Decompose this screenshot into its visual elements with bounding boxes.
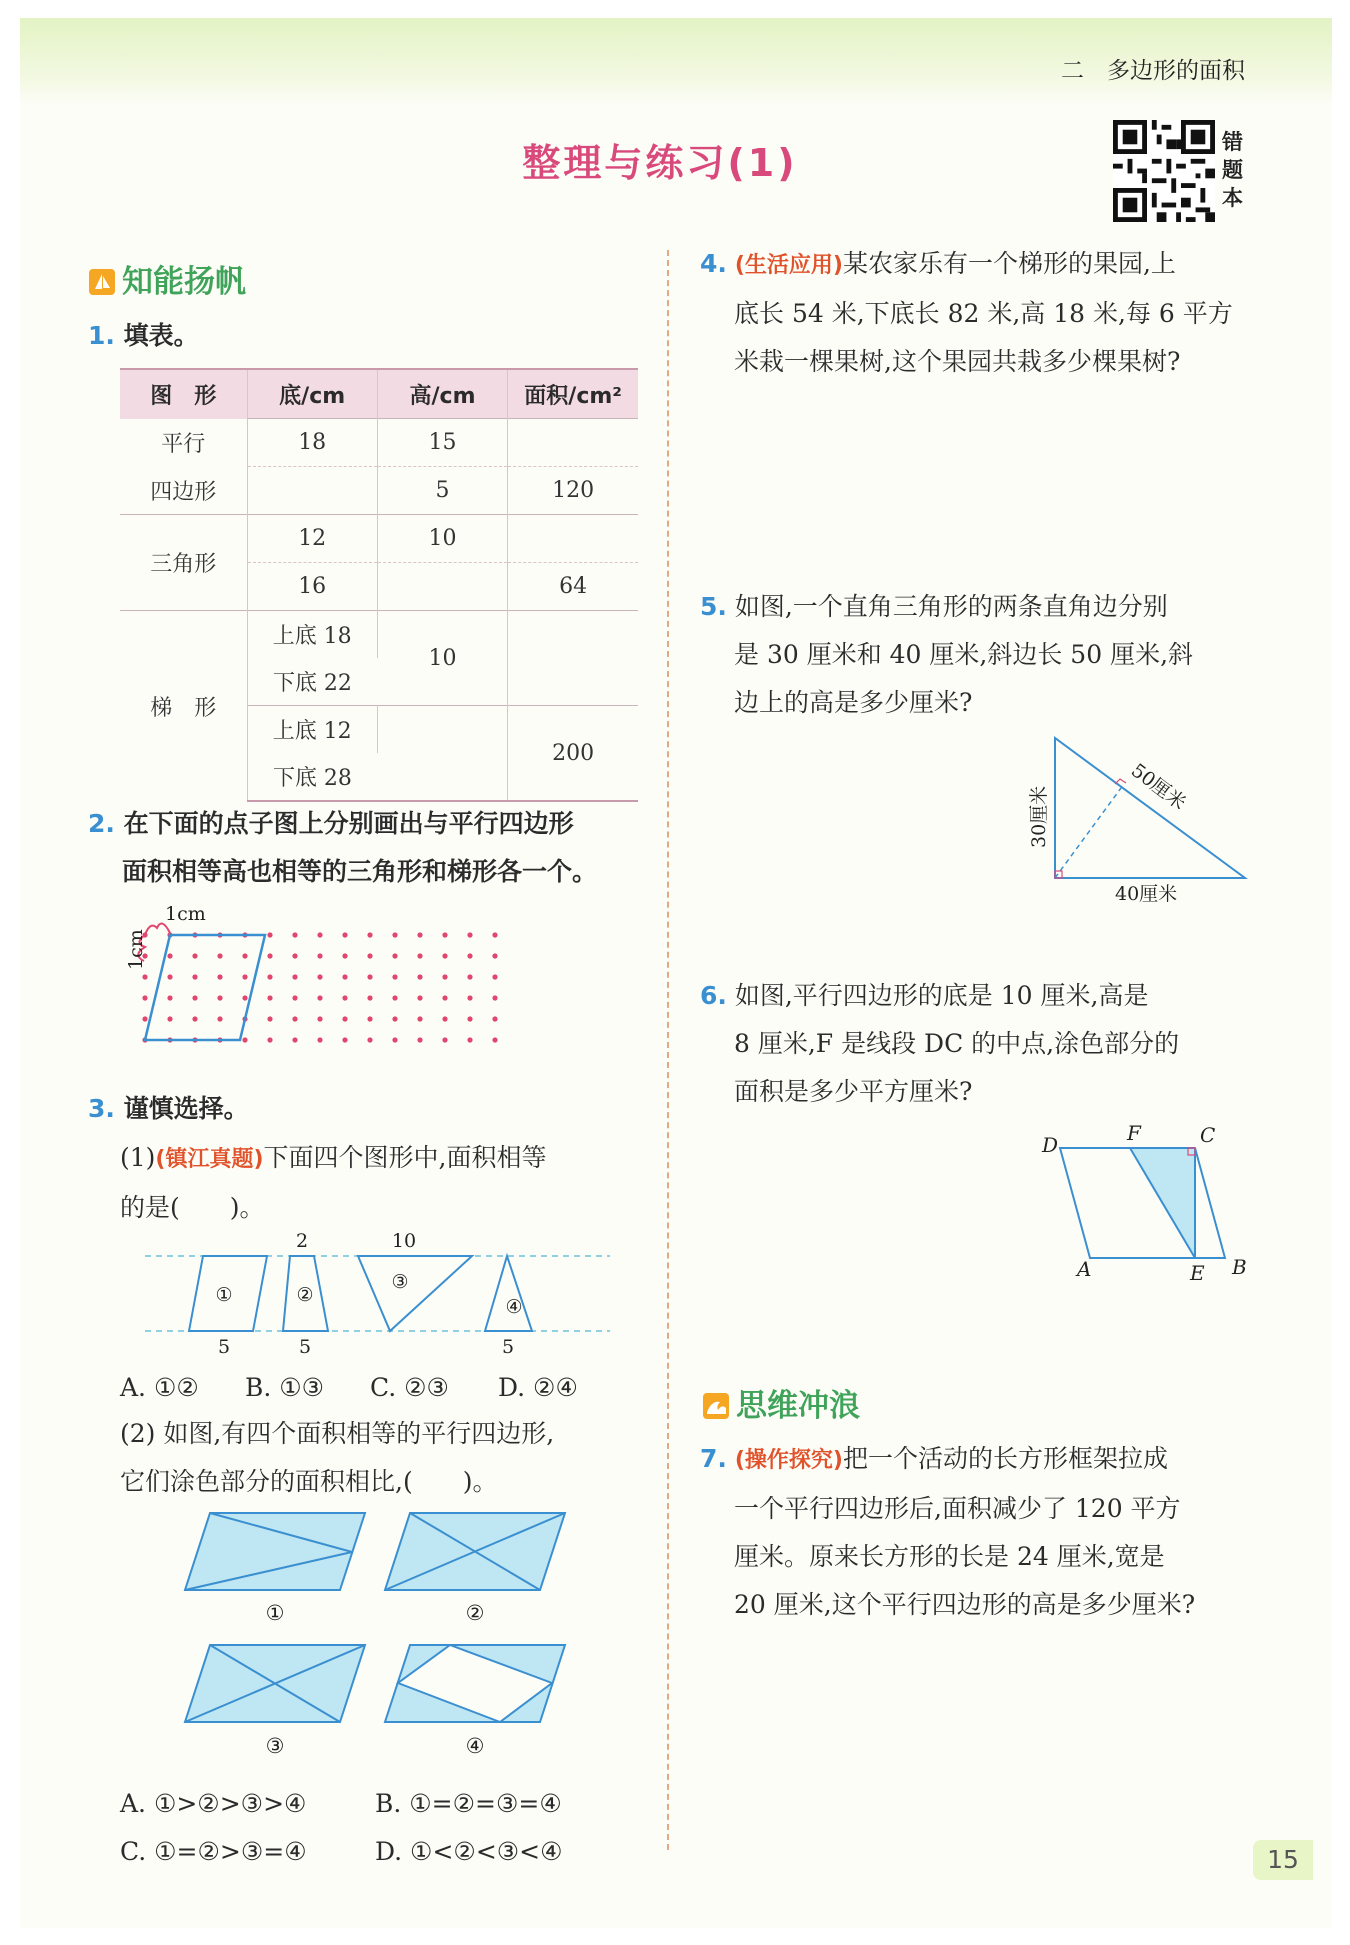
q1-number: 1. xyxy=(88,321,115,350)
grid-dot[interactable] xyxy=(417,1037,422,1042)
section2-title: 思维冲浪 xyxy=(736,1388,860,1424)
q3-fig3 xyxy=(358,1256,472,1331)
grid-dot[interactable] xyxy=(392,932,397,937)
label-b1: 5 xyxy=(217,1336,231,1358)
grid-dot[interactable] xyxy=(442,1037,447,1042)
label-top-2: 2 xyxy=(295,1230,309,1252)
grid-dot[interactable] xyxy=(467,974,472,979)
col-header-height: 高/cm xyxy=(377,369,507,419)
grid-dot[interactable] xyxy=(242,953,247,958)
q4-tag: (生活应用) xyxy=(734,253,843,278)
grid-dot[interactable] xyxy=(292,1016,297,1021)
col-header-shape: 图 形 xyxy=(120,369,247,419)
shape-name-pa2: 四边形 xyxy=(120,467,247,515)
grid-dot[interactable] xyxy=(217,995,222,1000)
grid-dot[interactable] xyxy=(417,974,422,979)
grid-dot[interactable] xyxy=(142,974,147,979)
table-cell: 下底 28 xyxy=(247,753,377,801)
p2-label-1: ① xyxy=(265,1601,285,1625)
q7-line3: 厘米。原来长方形的长是 24 厘米,宽是 xyxy=(734,1542,1165,1571)
answer-cell[interactable] xyxy=(377,706,507,802)
q2-dot-grid[interactable] xyxy=(120,895,640,1080)
sail-icon xyxy=(88,268,116,296)
p2-label-3: ③ xyxy=(265,1734,285,1758)
grid-dot[interactable] xyxy=(142,1016,147,1021)
grid-dot[interactable] xyxy=(342,953,347,958)
q4-number: 4. xyxy=(700,249,727,278)
q5-line3: 边上的高是多少厘米? xyxy=(734,688,973,717)
answer-cell[interactable] xyxy=(377,563,507,611)
grid-dot[interactable] xyxy=(292,974,297,979)
grid-dot[interactable] xyxy=(317,932,322,937)
grid-dot[interactable] xyxy=(167,1016,172,1021)
option-d[interactable]: D. ①<②<③<④ xyxy=(375,1837,563,1866)
grid-dot[interactable] xyxy=(342,1016,347,1021)
q6-number: 6. xyxy=(700,981,727,1010)
table-cell: 上底 18 xyxy=(247,611,377,659)
option-b[interactable]: B. ①=②=③=④ xyxy=(375,1789,562,1818)
label-b4: 5 xyxy=(501,1336,515,1358)
grid-dot[interactable] xyxy=(192,974,197,979)
grid-dot[interactable] xyxy=(417,1016,422,1021)
grid-dot[interactable] xyxy=(317,1016,322,1021)
q5-label-50: 50厘米 xyxy=(1126,759,1190,815)
q5-line1: 如图,一个直角三角形的两条直角边分别 xyxy=(734,592,1168,621)
q7-line4: 20 厘米,这个平行四边形的高是多少厘米? xyxy=(734,1590,1196,1619)
grid-dot[interactable] xyxy=(367,1016,372,1021)
option-d[interactable]: D. ②④ xyxy=(498,1373,578,1402)
grid-dot[interactable] xyxy=(217,974,222,979)
table-cell: 18 xyxy=(247,419,377,467)
grid-dot[interactable] xyxy=(167,953,172,958)
grid-dot[interactable] xyxy=(417,932,422,937)
q3-part1 xyxy=(120,1134,547,1232)
q4-line3: 米栽一棵果树,这个果园共栽多少棵果树? xyxy=(734,347,1181,376)
q6-parallelogram-figure xyxy=(1030,1118,1260,1288)
col-header-base: 底/cm xyxy=(247,369,377,419)
table-cell: 120 xyxy=(508,467,638,515)
q3-stem xyxy=(88,1085,249,1133)
grid-dot[interactable] xyxy=(492,932,497,937)
q2-parallelogram xyxy=(145,935,265,1040)
q5-line2: 是 30 厘米和 40 厘米,斜边长 50 厘米,斜 xyxy=(734,640,1194,669)
grid-dot[interactable] xyxy=(342,1037,347,1042)
p2-fig2 xyxy=(385,1513,565,1625)
q3-p1-line1: 下面四个图形中,面积相等 xyxy=(263,1143,547,1172)
grid-dot[interactable] xyxy=(467,995,472,1000)
page-number: 15 xyxy=(1253,1840,1313,1880)
q7 xyxy=(700,1435,1195,1629)
answer-cell[interactable] xyxy=(508,515,638,563)
shape-name-pa1: 平行 xyxy=(120,419,247,467)
grid-dot[interactable] xyxy=(217,953,222,958)
q2-line1: 在下面的点子图上分别画出与平行四边形 xyxy=(123,809,574,838)
option-a[interactable]: A. ①>②>③>④ xyxy=(120,1789,307,1818)
grid-dot[interactable] xyxy=(342,974,347,979)
table-cell: 16 xyxy=(247,563,377,611)
grid-dot[interactable] xyxy=(417,995,422,1000)
label-n1: ① xyxy=(215,1284,233,1306)
p2-label-4: ④ xyxy=(465,1734,485,1758)
page-title: 整理与练习(1) xyxy=(522,141,798,185)
grid-dot[interactable] xyxy=(342,932,347,937)
option-c[interactable]: C. ①=②>③=④ xyxy=(120,1837,307,1866)
p2-fig3 xyxy=(185,1645,365,1758)
chapter-title: 二 多边形的面积 xyxy=(1061,58,1245,84)
grid-dot[interactable] xyxy=(442,932,447,937)
table-cell: 上底 12 xyxy=(247,706,377,754)
q7-number: 7. xyxy=(700,1444,727,1473)
grid-dot[interactable] xyxy=(367,995,372,1000)
q4 xyxy=(700,240,1233,386)
q3-p1-tag: (镇江真题) xyxy=(155,1147,264,1172)
grid-dot[interactable] xyxy=(192,1016,197,1021)
q6-line2: 8 厘米,F 是线段 DC 的中点,涂色部分的 xyxy=(734,1029,1180,1058)
option-a[interactable]: A. ①② xyxy=(120,1373,199,1402)
grid-dot[interactable] xyxy=(492,1037,497,1042)
q2-unit-h: 1cm xyxy=(165,903,206,925)
label-b2: 5 xyxy=(298,1336,312,1358)
grid-dot[interactable] xyxy=(367,1037,372,1042)
grid-dot[interactable] xyxy=(292,953,297,958)
grid-dot[interactable] xyxy=(492,1016,497,1021)
q4-line2: 底长 54 米,下底长 82 米,高 18 米,每 6 平方 xyxy=(734,299,1233,328)
grid-dot[interactable] xyxy=(267,932,272,937)
table-cell: 下底 22 xyxy=(272,671,352,696)
table-cell: 10 xyxy=(377,611,507,706)
grid-dot[interactable] xyxy=(492,953,497,958)
point-f: F xyxy=(1127,1121,1141,1145)
q7-line1: 把一个活动的长方形框架拉成 xyxy=(842,1444,1168,1473)
grid-dot[interactable] xyxy=(442,1016,447,1021)
grid-dot[interactable] xyxy=(267,1037,272,1042)
q3-p2-figures xyxy=(180,1505,580,1780)
grid-dot[interactable] xyxy=(317,1037,322,1042)
grid-dot[interactable] xyxy=(392,1037,397,1042)
section-heading-siwei xyxy=(702,1380,860,1425)
option-b[interactable]: B. ①③ xyxy=(245,1373,325,1402)
label-top-10: 10 xyxy=(391,1230,417,1252)
q5-triangle-figure xyxy=(1010,728,1260,908)
grid-dot[interactable] xyxy=(492,974,497,979)
q6 xyxy=(700,972,1179,1116)
q1-table xyxy=(120,368,638,802)
q4-line1: 某农家乐有一个梯形的果园,上 xyxy=(842,249,1176,278)
q7-line2: 一个平行四边形后,面积减少了 120 平方 xyxy=(734,1494,1181,1523)
q3-fig4 xyxy=(485,1256,532,1331)
answer-cell[interactable] xyxy=(508,419,638,467)
table-cell: 15 xyxy=(377,419,507,467)
table-cell: 12 xyxy=(247,515,377,563)
q3-part2 xyxy=(120,1410,554,1506)
shape-name-trapezoid: 梯 形 xyxy=(120,611,247,802)
grid-dot[interactable] xyxy=(392,1016,397,1021)
grid-dot[interactable] xyxy=(267,953,272,958)
grid-dot[interactable] xyxy=(242,995,247,1000)
grid-dot[interactable] xyxy=(442,974,447,979)
col-header-area: 面积/cm² xyxy=(508,369,638,419)
q3-p2-line1: (2) 如图,有四个面积相等的平行四边形, xyxy=(120,1419,555,1448)
answer-cell[interactable] xyxy=(247,467,377,515)
grid-dot[interactable] xyxy=(442,995,447,1000)
p2-fig1 xyxy=(185,1513,365,1625)
grid-dot[interactable] xyxy=(392,995,397,1000)
grid-dot[interactable] xyxy=(317,953,322,958)
option-c[interactable]: C. ②③ xyxy=(370,1373,449,1402)
q3-p1-figure xyxy=(140,1228,620,1358)
grid-dot[interactable] xyxy=(242,1037,247,1042)
q2-line2: 面积相等高也相等的三角形和梯形各一个。 xyxy=(122,857,598,886)
q5 xyxy=(700,583,1193,727)
grid-dot[interactable] xyxy=(467,953,472,958)
column-divider xyxy=(667,250,669,1850)
q5-label-30: 30厘米 xyxy=(1028,785,1050,848)
p2-fig4 xyxy=(385,1645,565,1758)
q5-number: 5. xyxy=(700,592,727,621)
grid-dot[interactable] xyxy=(292,995,297,1000)
q5-label-40: 40厘米 xyxy=(1115,883,1178,905)
point-b: B xyxy=(1232,1255,1247,1279)
grid-dot[interactable] xyxy=(467,1037,472,1042)
grid-dot[interactable] xyxy=(467,1016,472,1021)
label-n2: ② xyxy=(296,1284,314,1306)
q6-line1: 如图,平行四边形的底是 10 厘米,高是 xyxy=(734,981,1149,1010)
qr-code-icon[interactable] xyxy=(1113,120,1215,222)
q3-p1-line2: 的是( )。 xyxy=(120,1193,265,1222)
section1-title: 知能扬帆 xyxy=(122,264,246,300)
grid-dot[interactable] xyxy=(192,953,197,958)
grid-dot[interactable] xyxy=(367,932,372,937)
q6-line3: 面积是多少平方厘米? xyxy=(734,1077,973,1106)
q2-stem xyxy=(88,800,597,896)
q1-text: 填表。 xyxy=(123,321,199,350)
q7-tag: (操作探究) xyxy=(734,1448,843,1473)
section-heading-zhineng xyxy=(88,256,246,301)
grid-dot[interactable] xyxy=(292,932,297,937)
grid-dot[interactable] xyxy=(367,974,372,979)
q2-unit-v: 1cm xyxy=(125,929,147,970)
q3-p1-prefix: (1) xyxy=(120,1143,156,1172)
grid-dot[interactable] xyxy=(217,1016,222,1021)
grid-dot[interactable] xyxy=(417,953,422,958)
grid-dot[interactable] xyxy=(317,974,322,979)
point-a: A xyxy=(1077,1257,1092,1281)
grid-dot[interactable] xyxy=(192,995,197,1000)
grid-dot[interactable] xyxy=(442,953,447,958)
point-d: D xyxy=(1042,1133,1059,1157)
q3-p2-line2: 它们涂色部分的面积相比,( )。 xyxy=(120,1467,498,1496)
grid-dot[interactable] xyxy=(367,953,372,958)
q3-p1-options xyxy=(120,1373,578,1402)
table-cell: 5 xyxy=(377,467,507,515)
grid-dot[interactable] xyxy=(242,974,247,979)
grid-dot[interactable] xyxy=(392,974,397,979)
table-cell: 64 xyxy=(508,563,638,611)
label-n3: ③ xyxy=(391,1271,409,1293)
grid-dot[interactable] xyxy=(167,974,172,979)
q3-number: 3. xyxy=(88,1094,115,1123)
table-cell: 10 xyxy=(377,515,507,563)
grid-dot[interactable] xyxy=(267,995,272,1000)
answer-cell[interactable] xyxy=(508,611,638,706)
grid-dot[interactable] xyxy=(392,953,397,958)
q2-number: 2. xyxy=(88,809,115,838)
grid-dot[interactable] xyxy=(292,1037,297,1042)
grid-dot[interactable] xyxy=(317,995,322,1000)
grid-dot[interactable] xyxy=(142,995,147,1000)
wave-icon xyxy=(702,1392,730,1420)
q3-text: 谨慎选择。 xyxy=(123,1094,249,1123)
grid-dot[interactable] xyxy=(492,995,497,1000)
grid-dot[interactable] xyxy=(167,995,172,1000)
shape-name-triangle: 三角形 xyxy=(120,515,247,611)
q3-p2-options xyxy=(120,1780,563,1876)
point-e: E xyxy=(1190,1261,1205,1285)
point-c: C xyxy=(1200,1123,1216,1147)
table-cell: 200 xyxy=(508,706,638,802)
qr-label: 错题本 xyxy=(1222,130,1243,210)
grid-dot[interactable] xyxy=(342,995,347,1000)
label-n4: ④ xyxy=(505,1296,523,1318)
q1-stem xyxy=(88,312,199,360)
grid-dot[interactable] xyxy=(267,1016,272,1021)
grid-dot[interactable] xyxy=(267,974,272,979)
p2-label-2: ② xyxy=(465,1601,485,1625)
grid-dot[interactable] xyxy=(467,932,472,937)
